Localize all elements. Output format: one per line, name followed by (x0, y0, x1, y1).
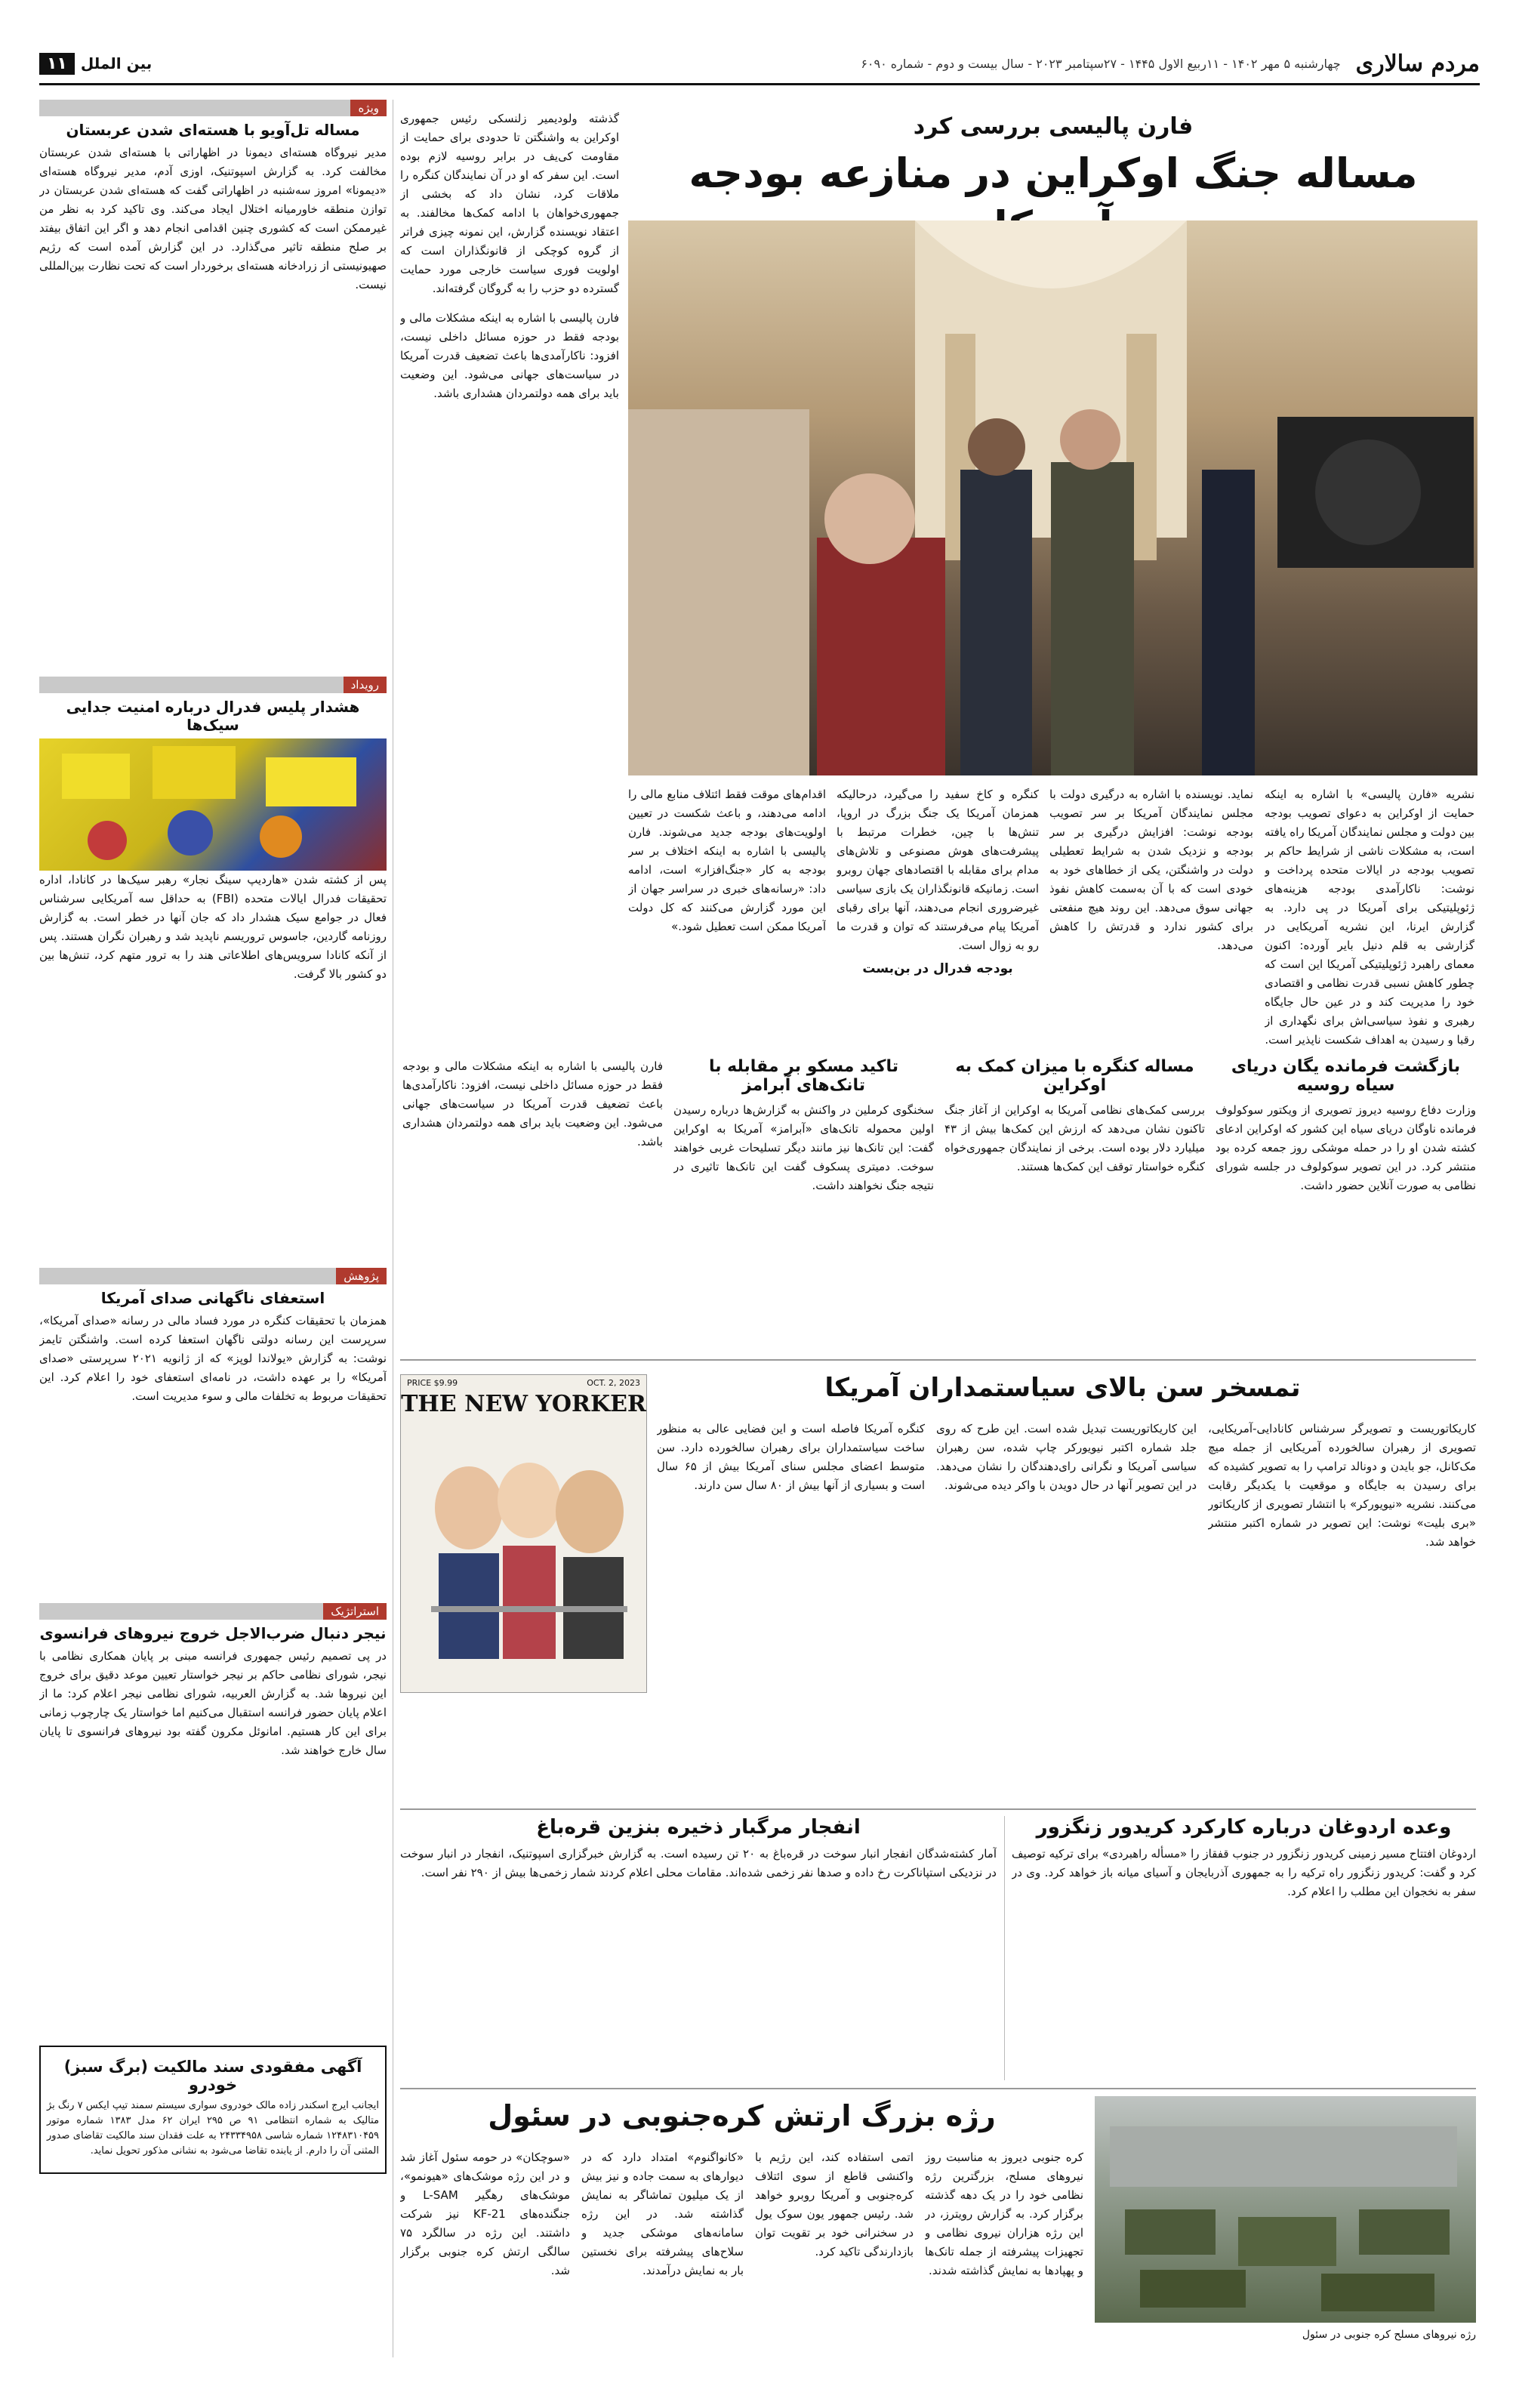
box2-title: هشدار پلیس فدرال درباره امنیت جدایی سیک‌ها (66, 698, 360, 734)
feature-body-3: کنگره آمریکا فاصله است و این فضایی عالی به منظور ساخت سیاستمداران برای رهبران سالخورده دارد. سن متوسط اعضای مجلس سنای آمریکا بیش از ۶۵ سال است و بسیاری از آنها بیش از ۸۰ سال سن دارند. (657, 1422, 925, 1492)
box2-body: پس از کشته شدن «هاردیپ سینگ نجار» رهبر سیک‌ها در کانادا، اداره تحقیقات فدرال ایالات متحده (FBI) به حداقل سه آمریکایی سرشناس فعال در جوامع سیک هشدار داد که جان آنها در خطر است. به گزارش روزنامه گاردین، جاسوس تروریسم ناپدید شد و رهبران نگران هستند. پس از آنکه کانادا سرویس‌های اطلاعاتی هند را به ترور متهم کرد، تنش‌ها بین دو کشور بالا گرفت. (39, 873, 387, 981)
strip-story-4 (402, 1057, 663, 1344)
strip-story-1 (1216, 1057, 1476, 1344)
date-line: چهارشنبه ۵ مهر ۱۴۰۲ - ۱۱ربیع الاول ۱۴۴۵ - ۲۷سپتامبر ۲۰۲۳ - سال بیست و دوم - شماره ۶۰۹۰ (861, 56, 1341, 71)
box4-body: در پی تصمیم رئیس جمهوری فرانسه مبنی بر پایان همکاری نظامی با نیجر، شورای نظامی حاکم بر نیجر خواستار تعیین موعد دقیق برای خروج این نیروها شد. به گزارش العربیه، شورای نظامی نیجر اعلام کرد: ما از اعلام پایان حضور فرانسه استقبال می‌کنیم اما خواستار یک چارچوب زمانی برای این کار هستیم. امانوئل مکرون گفته بود نیروهای فرانسوی تا پایان سال خارج خواهند شد. (39, 1649, 387, 1757)
korea-body-3: «کانواگنوم» امتداد دارد که در دیوارهای به سمت جاده و نیز بیش از یک میلیون تماشاگر به نمایش گذاشته شد. در این رژه سامانه‌های موشکی جدید و سلاح‌های پیشرفته برای نخستین بار به نمایش درآمدند. (581, 2151, 744, 2277)
strip-story-2 (944, 1057, 1205, 1344)
left-column (39, 100, 387, 2174)
strip2-title: مساله کنگره با میزان کمک به اوکراین (955, 1057, 1194, 1095)
strip1-body: وزارت دفاع روسیه دیروز تصویری از ویکتور سوکولوف فرمانده ناوگان دریای سیاه این کشور که اوکراین ادعای کشته شدن او را در حمله موشکی روز جمعه کرده بود منتشر کرد. در این تصویر سوکولوف در جلسه شورای نظامی به صورت آنلاین حضور داشت. (1216, 1103, 1476, 1192)
lead-title: مساله جنگ اوکراین در منازعه بودجه (689, 150, 1418, 197)
row3-1-title: وعده اردوغان درباره کارکرد کریدور زنگزور (1036, 1816, 1452, 1839)
ad-title: آگهی مفقودی سند مالکیت (برگ سبز) خودرو (63, 2058, 362, 2094)
row3-2-body: آمار کشته‌شدگان انفجار انبار سوخت در قره‌باغ به ۲۰ تن رسیده است. به گزارش خبرگزاری اسپوتنیک، انفجار در انبار سوخت در نزدیکی استپاناکرت رخ داده و صدها نفر زخمی شده‌اند. مقامات محلی اعلام کردند شمار زخمی‌ها بیش از ۲۹۰ نفر است. (400, 1847, 997, 1879)
section-label (39, 53, 152, 75)
korea-body-4: «سوچکان» در حومه سئول آغاز شد و در این رژه موشک‌های «هیونمو»، موشک‌های رهگیر L-SAM و جنگنده‌های KF-21 نیز شرکت داشتند. این رژه در سالگرد ۷۵ سالگی ارتش کره جنوبی برگزار شد. (400, 2151, 570, 2277)
feature-body-2: این کاریکاتوریست تبدیل شده است. این طرح که روی جلد شماره اکتبر نیویورکر چاپ شده، سن رهبران سیاسی آمریکا و نگرانی رای‌دهندگان را نشان می‌دهد. در این تصویر آنها در حال دویدن با واکر دیده می‌شوند. (936, 1422, 1197, 1492)
strip4-body: فارن پالیسی با اشاره به اینکه مشکلات مالی و بودجه فقط در حوزه مسائل داخلی نیست، افزود: ناکارآمدی‌ها باعث تضعیف قدرت آمریکا در سیاست‌های جهانی می‌شود. این وضعیت باید برای همه دولتمردان هشداری باشد. (402, 1059, 663, 1149)
strip2-body: بررسی کمک‌های نظامی آمریکا به اوکراین از آغاز جنگ تاکنون نشان می‌دهد که ارزش این کمک‌ها بیش از ۴۳ میلیارد دلار بوده است. برخی از نمایندگان جمهوری‌خواه کنگره خواستار توقف این کمک‌ها هستند. (944, 1103, 1205, 1173)
korea-caption: رژه نیروهای مسلح کره جنوبی در سئول (1302, 2329, 1476, 2341)
paper-name: مردم سالاری (1355, 50, 1480, 77)
lead-side-text-2: فارن پالیسی با اشاره به اینکه مشکلات مالی و بودجه فقط در حوزه مسائل داخلی نیست، افزود: ناکارآمدی‌ها باعث تضعیف قدرت آمریکا در سیاست‌های جهانی می‌شود. این وضعیت باید برای همه دولتمردان هشداری باشد. (400, 311, 619, 400)
box2-tag: رویداد (344, 677, 387, 693)
cover-date: OCT. 2, 2023 (587, 1378, 640, 1388)
strip3-body: سخنگوی کرملین در واکنش به گزارش‌ها درباره رسیدن اولین محموله تانک‌های «آبرامز» آمریکا به اوکراین گفت: این تانک‌ها نیز مانند دیگر تسلیحات غربی خواهند سوخت. دمیتری پسکوف گفت این تانک‌ها تاثیری در نتیجه جنگ نخواهند داشت. (673, 1103, 934, 1192)
ad-body: ایجانب ایرج اسکندر زاده مالک خودروی سواری سیستم سمند تیپ ایکس ۷ رنگ بژ متالیک به شماره انتظامی ۹۱ ص ۲۹۵ ایران ۶۲ مدل ۱۳۸۳ شماره موتور ۱۲۴۸۳۱۰۴۵۹ شماره شاسی ۲۴۳۳۴۹۵۸ به علت فقدان سند مالکیت تقاضای صدور المثنی آن را دارم. از یابنده تقاضا می‌شود به نشانی مذکور تحویل نماید. (47, 2100, 380, 2157)
strip3-title: تاکید مسکو بر مقابله با تانک‌های آبرامز (708, 1057, 898, 1095)
cover-price: PRICE $9.99 (407, 1378, 458, 1388)
box2-bar (39, 677, 387, 693)
tanks-scene (1095, 2096, 1476, 2323)
box1-tag: ویژه (350, 100, 387, 116)
row3-1-body: اردوغان افتتاح مسیر زمینی کریدور زنگزور در جنوب قفقاز را «مسأله راهبردی» برای ترکیه توصیف کرد و گفت: کریدور زنگزور راه ترکیه را به جمهوری آذربایجان و آسیای میانه باز خواهد کرد. وی در سفر به نخجوان این مطلب را اعلام کرد. (1012, 1847, 1476, 1898)
lead-kicker: فارن پالیسی بررسی کرد (913, 113, 1194, 140)
row3-story-2 (400, 1816, 997, 2086)
lead-side-col (400, 109, 619, 1046)
new-yorker-cover (400, 1374, 647, 1693)
lead-col-3 (837, 785, 1039, 1046)
korea-title: رژه بزرگ ارتش کره‌جنوبی در سئول (488, 2099, 996, 2132)
row3-story-1 (1012, 1816, 1476, 2086)
strip-story-3 (673, 1057, 934, 1344)
row3-2-title: انفجار مرگبار ذخیره بنزین قره‌باغ (536, 1816, 861, 1839)
box1-title: مساله تل‌آویو با هسته‌ای شدن عربستان (66, 121, 360, 139)
news-strip (400, 1057, 1476, 1344)
lead-body-col-1: نشریه «فارن پالیسی» با اشاره به اینکه حمایت از اوکراین به دعوای تصویب بودجه بین دولت و مجلس نمایندگان آمریکا راه یافته است، به مشکلات ناشی از شرایط حاکم بر تصویب بودجه در ایالات متحده پرداخت و نوشت: ناکارآمدی بودجه هزینه‌های ژئوپلیتیکی برای آمریکا در پی دارد. به گزارش ایرنا، این نشریه آمریکایی در گزارشی به قلم دنیل بایر آورده: اکنون معمای راهبرد ژئوپلیتیکی آمریکا این است که چطور کاهش نسبی قدرت نظامی و اقتصادی خود را مدیریت کند و در عین حال جایگاه رهبری و نفوذ سیاسی‌اش برای نگهداری از رقبا و رسیدن به اهداف شکست ناپذیر است. (1265, 788, 1474, 1046)
box3-body: همزمان با تحقیقات کنگره در مورد فساد مالی در رسانه «صدای آمریکا»، سرپرست این رسانه دولتی ناگهان استعفا کرده است. واشنگتن تایمز نوشت: به گزارش «یولاندا لوپز» که از ژانویه ۲۰۲۱ سرپرستی «صدای آمریکا» را بر عهده داشت، در نامه‌ای استعفای خود را اعلام کرد. این تحقیقات مربوط به تخلفات مالی و سوء مدیریت است. (39, 1314, 387, 1403)
lead-body-col-2: نماید. نویسنده با اشاره به درگیری دولت با مجلس نمایندگان آمریکا بر سر تصویب بودجه نوشت: افزایش درگیری بر سر بودجه و نزدیک شدن به شرایط تعطیلی دولت در واشنگتن، یکی از خطاهای خود به خودی است که با آن به‌سمت کاهش نفوذ جهانی سوق می‌دهد. این روند هیچ منفعتی برای کشور ندارد و قدرتش را کاهش می‌دهد. (1049, 788, 1253, 952)
korea-body-1: کره جنوبی دیروز به مناسبت روز نیروهای مسلح، بزرگترین رژه نظامی خود را در یک دهه گذشته برگزار کرد. به گزارش رویترز، در این رژه هزاران نیروی نظامی و تجهیزات پیشرفته از جمله تانک‌ها و پهپادها به نمایش گذاشته شدند. (925, 2151, 1083, 2277)
masthead (39, 44, 1480, 85)
feature-divider (400, 1808, 1476, 1810)
corridor-scene (628, 220, 1477, 775)
feature-title: تمسخر سن بالای سیاستمداران آمریکا (824, 1373, 1301, 1403)
box1-bar (39, 100, 387, 116)
zelensky-photo (628, 220, 1477, 775)
section-name: بین الملل (80, 54, 153, 72)
row3-bottom-divider (400, 2088, 1476, 2089)
row3-divider (1004, 1816, 1005, 2080)
korea-parade-photo (1095, 2096, 1476, 2323)
lead-body-col-4: اقدام‌های موقت فقط ائتلاف منابع مالی را ادامه می‌دهند، و باعث شکست در تعیین اولویت‌های بودجه جدید می‌شوند. فارن پالیسی با اشاره به اینکه اختلاف بر سر بودجه به کار «جنگ‌افزار» است، ادامه داد: «رسانه‌های خبری در سراسر جهان از این مورد گزارش می‌کنند که کل دولت آمریکا ممکن است تعطیل شود.» (628, 788, 826, 933)
feature-body-1: کاریکاتوریست و تصویرگر سرشناس کانادایی-آمریکایی، تصویری از رهبران سالخورده آمریکایی از جمله میچ مک‌کانل، جو بایدن و دونالد ترامپ را به تصویر کشیده که برای رسیدن به جایگاه و موقعیت با یکدیگر رقابت می‌کنند. نشریه «نیویورکر» با انتشار تصویری از کاریکاتور «بری بلیت» نوشت: این تصویر در شماره اکتبر منتشر خواهد شد. (1208, 1422, 1476, 1549)
box4-tag: استراتژیک (323, 1603, 387, 1620)
box3-title: استعفای ناگهانی صدای آمریکا (100, 1289, 325, 1307)
box3-bar (39, 1268, 387, 1284)
box4-bar (39, 1603, 387, 1620)
sikh-protest-photo (39, 738, 387, 871)
cover-masthead: THE NEW YORKER (401, 1391, 646, 1417)
cover-illustration (401, 1417, 646, 1689)
lead-body-col-3: کنگره و کاخ سفید را می‌گیرد، درحالیکه همزمان آمریکا یک جنگ بزرگ در اروپا، تنش‌ها با چین، خطرات مرتبط با پیشرفت‌های هوش مصنوعی و تلاش‌های مدام برای مقابله با اقتصادهای جهان روبرو است. زمانیکه قانونگذاران یک بازی سیاسی غیرضروری انجام می‌دهند، آنها برای رقبای آمریکا پیام می‌فرستند که توان و قدرت ما رو به زوال است. (837, 788, 1039, 952)
korea-body-2: اتمی استفاده کند، این رژیم با واکنشی قاطع از سوی ائتلاف کره‌جنوبی و آمریکا روبرو خواهد شد. رئیس جمهور یون سوک یول در سخنرانی خود بر تقویت توان بازدارندگی تاکید کرد. (755, 2151, 914, 2258)
lead-subhead: بودجه فدرال در بن‌بست (862, 961, 1013, 976)
box1-body: مدیر نیروگاه هسته‌ای دیمونا در اظهاراتی با هسته‌ای شدن عربستان مخالفت کرد. به گزارش اسپوتنیک، اوزی آدم، مدیر نیروگاه هسته‌ای «دیمونا» امروز سه‌شنبه در اظهاراتی گفت که هسته‌ای شدن عربستان در توازن منطقه خاورمیانه اختلال ایجاد می‌کند. وی تاکید کرد به نظر من غیرممکن است که کشوری چنین اقدامی انجام دهد و اگر این اتفاق بیفتد بر صلح منطقه تاثیر می‌گذارد. در این گزارش آمده است که رژیم صهیونیستی از زرادخانه هسته‌ای برخوردار است که تحت نظارت بین‌المللی نیست. (39, 146, 387, 291)
box4-title: نیجر دنبال ضرب‌الاجل خروج نیروهای فرانسوی (39, 1624, 387, 1642)
box3-tag: پژوهش (336, 1268, 387, 1284)
lead-side-text-1: گذشته ولودیمیر زلنسکی رئیس جمهوری اوکراین به واشنگتن تا حدودی برای حمایت از مقاومت کی‌یف در برابر روسیه لازم بوده است. این سفر که او در آن نمایندگان کنگره را ملاقات کرد، نشان داد که بخشی از جمهوری‌خواهان با ادامه کمک‌ها مخالفند. به اعتقاد نویسنده گزارش، این نمونه چیزی فراتر از گروه کوچکی از قانونگذاران است که اولویت فوری سیاست خارجی مورد حمایت گسترده دو حزب را به گروگان گرفته‌اند. (400, 112, 619, 295)
classified-ad (39, 2046, 387, 2174)
strip-divider (400, 1359, 1476, 1361)
strip1-title: بازگشت فرمانده یگان دریای سیاه روسیه (1231, 1057, 1461, 1095)
flags-scene (39, 738, 387, 871)
page-number: ۱۱ (39, 53, 75, 75)
